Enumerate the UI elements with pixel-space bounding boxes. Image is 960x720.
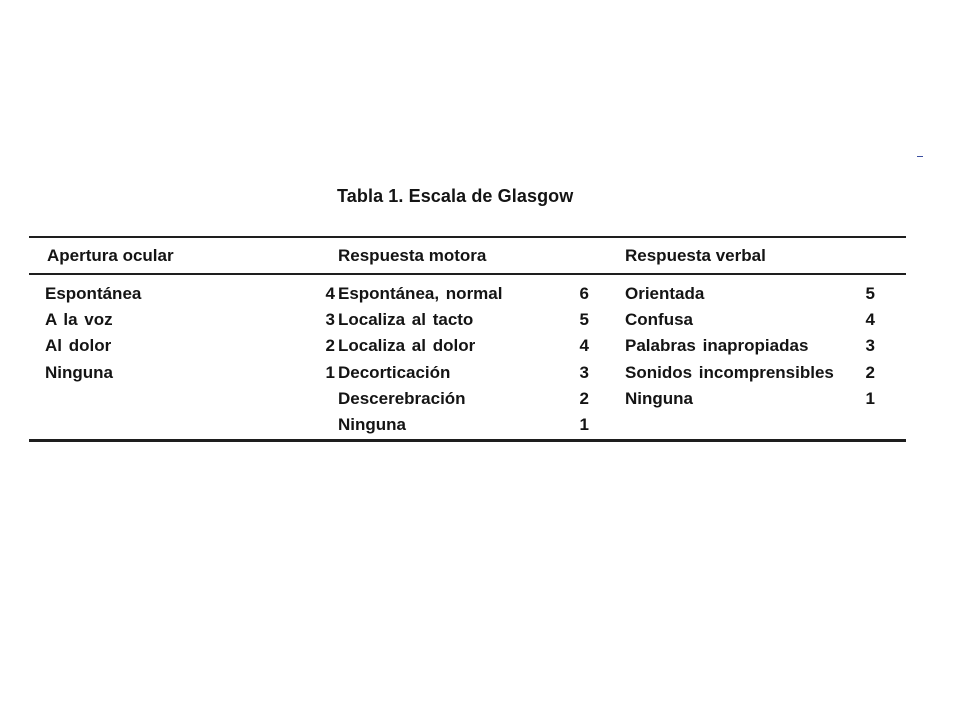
row-score: 4 (865, 310, 875, 330)
column-respuesta-motora (338, 283, 589, 440)
row-label: Ninguna (338, 414, 406, 434)
table-row (338, 283, 589, 309)
row-score: 2 (579, 388, 589, 408)
column-apertura-ocular (45, 283, 335, 388)
row-label: Palabras inapropiadas (625, 336, 809, 356)
table-row (45, 283, 335, 309)
header-respuesta-motora: Respuesta motora (338, 246, 487, 265)
stray-mark (917, 156, 923, 157)
table-top-rule (29, 236, 906, 238)
table-row (338, 362, 589, 388)
table-row (625, 388, 885, 414)
row-score: 2 (865, 362, 875, 382)
row-label: Al dolor (45, 336, 112, 356)
row-score: 3 (325, 310, 335, 330)
table-row (45, 362, 335, 388)
row-label: Espontánea (45, 284, 142, 303)
table-row (625, 335, 885, 361)
table-row (625, 362, 885, 388)
table-row (45, 335, 335, 361)
table-row (625, 283, 885, 309)
row-label: Sonidos incomprensibles (625, 362, 834, 382)
row-score: 5 (579, 310, 589, 330)
row-label: Decorticación (338, 362, 451, 382)
table-row (625, 309, 885, 335)
row-score: 4 (325, 284, 335, 303)
row-label: Descerebración (338, 388, 466, 408)
column-respuesta-verbal (625, 283, 885, 414)
row-score: 1 (579, 414, 589, 434)
row-label: Localiza al tacto (338, 310, 474, 330)
header-apertura-ocular: Apertura ocular (47, 246, 174, 265)
table-title: Tabla 1. Escala de Glasgow (337, 186, 574, 206)
row-label: Localiza al dolor (338, 336, 476, 356)
table-bottom-rule (29, 439, 906, 442)
row-score: 2 (325, 336, 335, 356)
row-label: Orientada (625, 284, 705, 303)
row-label: Espontánea, normal (338, 284, 503, 303)
table-row (338, 414, 589, 440)
row-score: 1 (865, 388, 875, 408)
row-label: A la voz (45, 310, 113, 330)
row-label: Ninguna (45, 362, 113, 382)
row-score: 1 (325, 362, 335, 382)
table-row (45, 309, 335, 335)
row-score: 3 (865, 336, 875, 356)
row-label: Confusa (625, 310, 693, 330)
row-score: 6 (579, 284, 589, 303)
header-respuesta-verbal: Respuesta verbal (625, 246, 766, 265)
row-score: 4 (579, 336, 589, 356)
row-label: Ninguna (625, 388, 693, 408)
table-row (338, 335, 589, 361)
row-score: 3 (579, 362, 589, 382)
row-score: 5 (865, 284, 875, 303)
table-row (338, 309, 589, 335)
table-row (338, 388, 589, 414)
table-header-rule (29, 273, 906, 275)
